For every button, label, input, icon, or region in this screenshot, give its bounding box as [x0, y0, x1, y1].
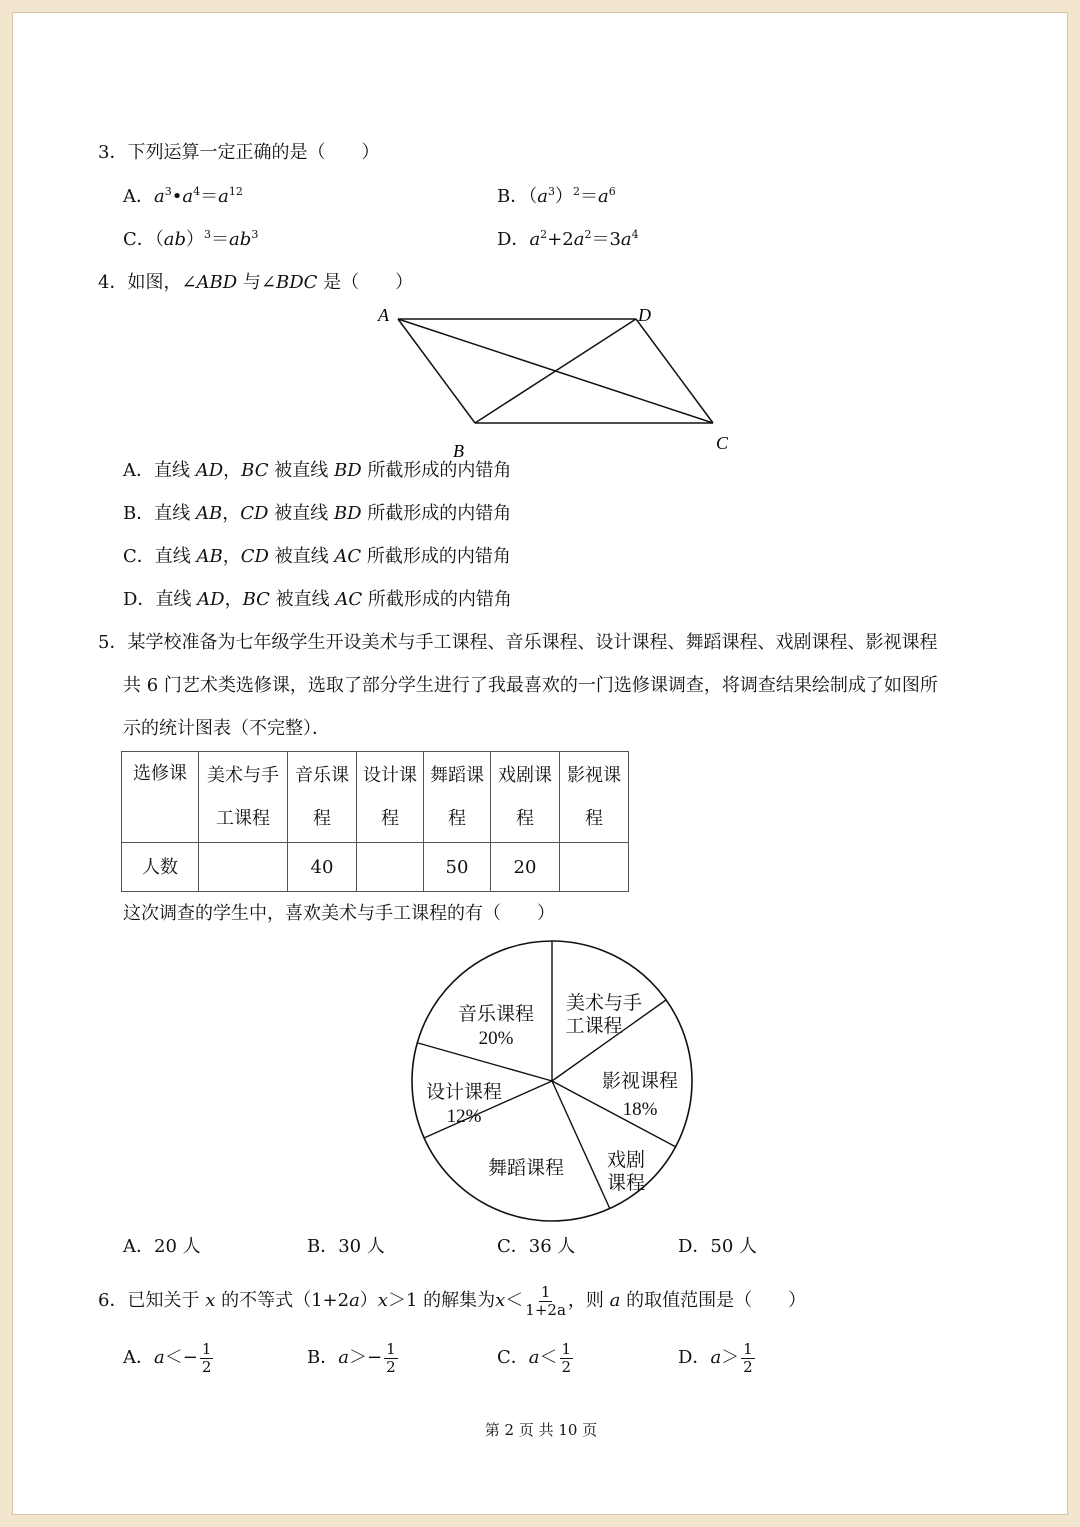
- table-cell: [560, 843, 629, 892]
- q5-question: 这次调查的学生中，喜欢美术与手工课程的有（ ）: [123, 903, 555, 924]
- pie-divider: [552, 1081, 610, 1209]
- pie-chart: [408, 938, 698, 1228]
- q4-option-d: D．直线 AD，BC 被直线 AC 所截形成的内错角: [123, 589, 512, 610]
- q4-option-b: B．直线 AB，CD 被直线 BD 所截形成的内错角: [123, 503, 512, 524]
- q4-stem: 4．如图，∠ABD 与∠BDC 是（ ）: [98, 272, 414, 293]
- q6-stem: 6．已知关于 x 的不等式（1+2a）x＞1 的解集为x＜ $\frac{1}{1+2a}$ ，则 a 的取值范围是（ ）: [98, 1282, 807, 1319]
- q5-option-d: D．50 人: [678, 1236, 758, 1257]
- table-cell: [357, 843, 424, 892]
- q5-option-a: A．20 人: [123, 1236, 201, 1257]
- pie-value-film: 18%: [622, 1099, 658, 1120]
- q3-option-a: A．$a^3•a^4=a^{12}$: [123, 185, 243, 207]
- q6-option-a: A．a＜− $\frac{1}{2}$: [123, 1339, 212, 1376]
- page-footer: 第 2 页 共 10 页: [484, 1421, 598, 1439]
- table-cell: 40: [288, 843, 357, 892]
- pie-value-design: 12%: [446, 1106, 482, 1127]
- pie-label-dance: 舞蹈课程: [487, 1158, 565, 1179]
- point-a-label: A: [378, 305, 389, 325]
- table-header-cell: 舞蹈课 程: [424, 752, 491, 843]
- pie-label-art: 美术与手: [565, 993, 643, 1014]
- point-d-label: D: [638, 305, 651, 325]
- q5-option-c: C．36 人: [497, 1236, 576, 1257]
- table-header-cell: 设计课 程: [357, 752, 424, 843]
- q5-option-b: B．30 人: [307, 1236, 385, 1257]
- pie-label-film: 影视课程: [601, 1071, 679, 1092]
- table-header-cell: 影视课 程: [560, 752, 629, 843]
- table-row: [122, 843, 629, 892]
- q6-option-c: C．a＜ $\frac{1}{2}$: [497, 1339, 572, 1376]
- q6-option-d: D．a＞ $\frac{1}{2}$: [678, 1339, 753, 1376]
- table-header-cell: 戏剧课 程: [491, 752, 560, 843]
- table-header-cell: 美术与手 工课程: [199, 752, 288, 843]
- q6-fraction: $\frac{1}{1+2a}$: [525, 1282, 566, 1319]
- q3-option-d: D．$a^2+2a^2=3a^4$: [497, 228, 639, 250]
- q4-option-a: A．直线 AD，BC 被直线 BD 所截形成的内错角: [123, 460, 512, 481]
- pie-label-drama: 戏剧: [606, 1150, 646, 1171]
- table-cell: 20: [491, 843, 560, 892]
- q5-stem-line3: 示的统计图表（不完整）．: [123, 718, 330, 739]
- q6-option-b: B．a＞− $\frac{1}{2}$: [307, 1339, 396, 1376]
- pie-label-drama-2: 课程: [606, 1173, 646, 1194]
- q5-stem-line2: 共 6 门艺术类选修课，选取了部分学生进行了我最喜欢的一门选修课调查，将调查结果绘制成了如图所: [123, 675, 938, 696]
- segment-ba: [398, 319, 475, 423]
- pie-label-music: 音乐课程: [457, 1004, 535, 1025]
- q4-option-c: C．直线 AB，CD 被直线 AC 所截形成的内错角: [123, 546, 511, 567]
- table-cell: 50: [424, 843, 491, 892]
- exam-page: [12, 12, 1068, 1515]
- table-header-cell: 音乐课 程: [288, 752, 357, 843]
- q3-option-b: B．$(a^3)^2=a^6$: [497, 185, 616, 207]
- pie-label-art-2: 工课程: [565, 1016, 623, 1037]
- table-row-label: 人数: [122, 843, 199, 892]
- q3-stem: 3．下列运算一定正确的是（ ）: [98, 142, 380, 163]
- table-cell: [199, 843, 288, 892]
- parallelogram-figure: [368, 303, 738, 463]
- q3-option-c: C．$(ab)^3=ab^3$: [123, 228, 259, 250]
- table-header-label: 选修课: [122, 752, 199, 843]
- segment-dc: [636, 319, 713, 423]
- point-c-label: C: [716, 433, 729, 453]
- pie-label-design: 设计课程: [425, 1082, 503, 1103]
- q5-stem-line1: 5．某学校准备为七年级学生开设美术与手工课程、音乐课程、设计课程、舞蹈课程、戏剧课程、影视课程: [98, 632, 938, 653]
- table-header-row: [122, 752, 629, 843]
- survey-table: [121, 751, 629, 892]
- pie-value-music: 20%: [478, 1028, 514, 1049]
- diagonal-bd: [475, 319, 636, 423]
- point-b-label: B: [453, 441, 464, 461]
